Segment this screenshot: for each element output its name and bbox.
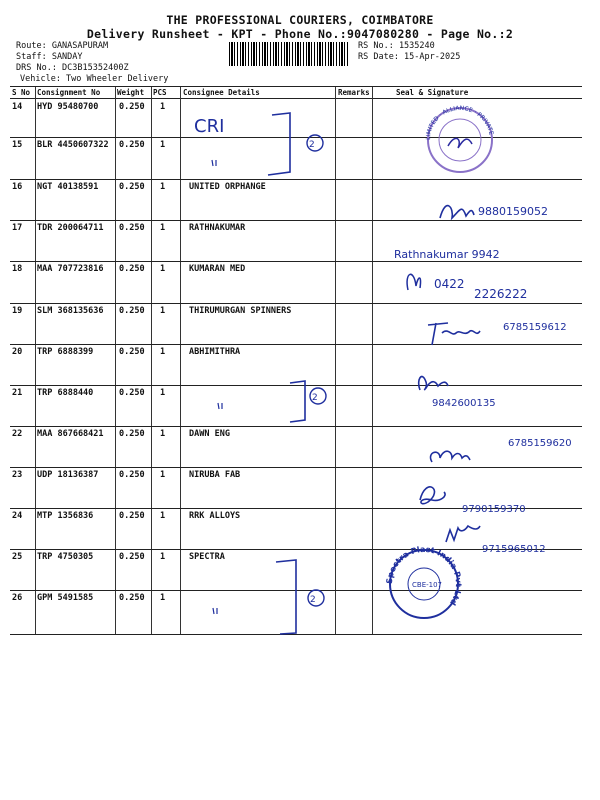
row-pcs: 1 <box>160 470 166 480</box>
row-consignment-no: GPM 5491585 <box>37 593 94 603</box>
row-weight: 0.250 <box>119 388 145 398</box>
row-pcs: 1 <box>160 223 166 233</box>
handwritten-phone-2c: 2226222 <box>474 287 528 301</box>
col-header-consignee: Consignee Details <box>183 88 260 97</box>
row-pcs: 1 <box>160 593 166 603</box>
row-consignment-no: TDR 200064711 <box>37 223 104 233</box>
row-sno: 23 <box>12 470 23 480</box>
vehicle-label: Vehicle: Two Wheeler Delivery <box>20 74 169 84</box>
row-consignee: UNITED ORPHANGE <box>189 182 266 192</box>
row-consignee: RATHNAKUMAR <box>189 223 246 233</box>
row-weight: 0.250 <box>119 223 145 233</box>
row-weight: 0.250 <box>119 511 145 521</box>
row-divider <box>10 549 582 550</box>
row-consignment-no: SLM 368135636 <box>37 306 104 316</box>
row-pcs: 1 <box>160 264 166 274</box>
row-weight: 0.250 <box>119 140 145 150</box>
svg-text:Spectra Plast India Pvt Ltd <box>385 545 463 607</box>
row-sno: 16 <box>12 182 23 192</box>
col-header-sno: S No <box>12 88 31 97</box>
row-divider <box>10 261 582 262</box>
row-weight: 0.250 <box>119 306 145 316</box>
col-header-weight: Weight <box>117 88 145 97</box>
row-weight: 0.250 <box>119 102 145 112</box>
row-sno: 21 <box>12 388 23 398</box>
staff-label: Staff: SANDAY <box>16 52 83 62</box>
handwritten-phone-7: 9715965012 <box>482 544 546 555</box>
col-header-remarks: Remarks <box>338 88 370 97</box>
row-sno: 14 <box>12 102 23 112</box>
col-divider <box>35 87 36 634</box>
rs-number: RS No.: 1535240 <box>358 41 435 51</box>
row-pcs: 1 <box>160 306 166 316</box>
col-divider <box>115 87 116 634</box>
row-consignee: DAWN ENG <box>189 429 230 439</box>
handwritten-phone-5: 6785159620 <box>508 438 572 449</box>
row-sno: 24 <box>12 511 23 521</box>
row-sno: 15 <box>12 140 23 150</box>
row-divider <box>10 220 582 221</box>
row-consignment-no: MTP 1356836 <box>37 511 94 521</box>
row-sno: 18 <box>12 264 23 274</box>
handwritten-phone-2b: 0422 <box>434 277 465 291</box>
row-sno: 26 <box>12 593 23 603</box>
row-pcs: 1 <box>160 140 166 150</box>
spectra-seal-stamp <box>385 545 463 618</box>
table-top-line <box>10 86 582 87</box>
row-weight: 0.250 <box>119 347 145 357</box>
row-consignment-no: NGT 40138591 <box>37 182 99 192</box>
row-divider <box>10 508 582 509</box>
handwritten-phone-4: 9842600135 <box>432 398 496 409</box>
col-header-pcs: PCS <box>153 88 167 97</box>
row-consignment-no: MAA 707723816 <box>37 264 104 274</box>
row-consignee: NIRUBA FAB <box>189 470 241 480</box>
row-divider <box>10 590 582 591</box>
row-pcs: 1 <box>160 429 166 439</box>
row-consignment-no: TRP 6888399 <box>37 347 94 357</box>
row-consignment-no: UDP 18136387 <box>37 470 99 480</box>
row-consignee: ABHIMITHRA <box>189 347 241 357</box>
row-pcs: 1 <box>160 511 166 521</box>
row-divider <box>10 137 582 138</box>
handwritten-phone-2a: Rathnakumar 9942 <box>394 248 500 261</box>
handwritten-cri: CRI <box>194 116 225 137</box>
row-divider <box>10 634 582 635</box>
row-pcs: 1 <box>160 388 166 398</box>
stamp2-text: Spectra Plast India Pvt Ltd <box>384 544 464 607</box>
rs-date: RS Date: 15-Apr-2025 <box>358 52 461 62</box>
row-divider <box>10 385 582 386</box>
header-bottom-line <box>10 98 582 99</box>
row-weight: 0.250 <box>119 593 145 603</box>
row-pcs: 1 <box>160 182 166 192</box>
row-consignee: THIRUMURGAN SPINNERS <box>189 306 292 316</box>
col-header-seal: Seal & Signature <box>396 88 469 97</box>
drs-number: DRS No.: DC3B15352400Z <box>16 63 129 73</box>
handwritten-phone-1: 9880159052 <box>478 205 548 218</box>
row-weight: 0.250 <box>119 264 145 274</box>
row-sno: 19 <box>12 306 23 316</box>
row-consignee: RRK ALLOYS <box>189 511 241 521</box>
row-consignment-no: HYD 95480700 <box>37 102 99 112</box>
route-label: Route: GANASAPURAM <box>16 41 109 51</box>
row-consignee: KUMARAN MED <box>189 264 246 274</box>
handwritten-phone-3: 6785159612 <box>503 322 567 333</box>
row-consignee: SPECTRA <box>189 552 225 562</box>
barcode <box>229 42 349 66</box>
row-sno: 17 <box>12 223 23 233</box>
col-divider <box>335 87 336 634</box>
svg-text:LIMITED · ALLIANCE · PRIVATE <box>425 105 495 140</box>
svg-text:2: 2 <box>312 393 318 403</box>
row-divider <box>10 303 582 304</box>
col-divider <box>151 87 152 634</box>
company-title: THE PROFESSIONAL COURIERS, COIMBATORE <box>166 13 434 27</box>
row-consignment-no: BLR 4450607322 <box>37 140 109 150</box>
row-weight: 0.250 <box>119 552 145 562</box>
svg-text:2: 2 <box>309 140 315 150</box>
row-pcs: 1 <box>160 102 166 112</box>
row-pcs: 1 <box>160 552 166 562</box>
row-divider <box>10 467 582 468</box>
row-pcs: 1 <box>160 347 166 357</box>
company-seal-stamp <box>425 105 495 172</box>
stamp2-center: CBE-107 <box>412 581 442 589</box>
row-divider <box>10 179 582 180</box>
col-header-consignment: Consignment No <box>37 88 101 97</box>
handwritten-phone-6: 9790159370 <box>462 504 526 515</box>
row-weight: 0.250 <box>119 470 145 480</box>
row-consignment-no: TRP 4750305 <box>37 552 94 562</box>
row-sno: 22 <box>12 429 23 439</box>
row-weight: 0.250 <box>119 182 145 192</box>
row-weight: 0.250 <box>119 429 145 439</box>
stamp1-text: LIMITED · ALLIANCE · PRIVATE <box>424 104 495 141</box>
runsheet-subtitle: Delivery Runsheet - KPT - Phone No.:9047080280 - Page No.:2 <box>86 27 514 41</box>
row-divider <box>10 344 582 345</box>
svg-text:2: 2 <box>310 595 316 605</box>
col-divider <box>180 87 181 634</box>
col-divider <box>372 87 373 634</box>
row-sno: 20 <box>12 347 23 357</box>
row-consignment-no: TRP 6888440 <box>37 388 94 398</box>
row-sno: 25 <box>12 552 23 562</box>
row-consignment-no: MAA 867668421 <box>37 429 104 439</box>
row-divider <box>10 426 582 427</box>
